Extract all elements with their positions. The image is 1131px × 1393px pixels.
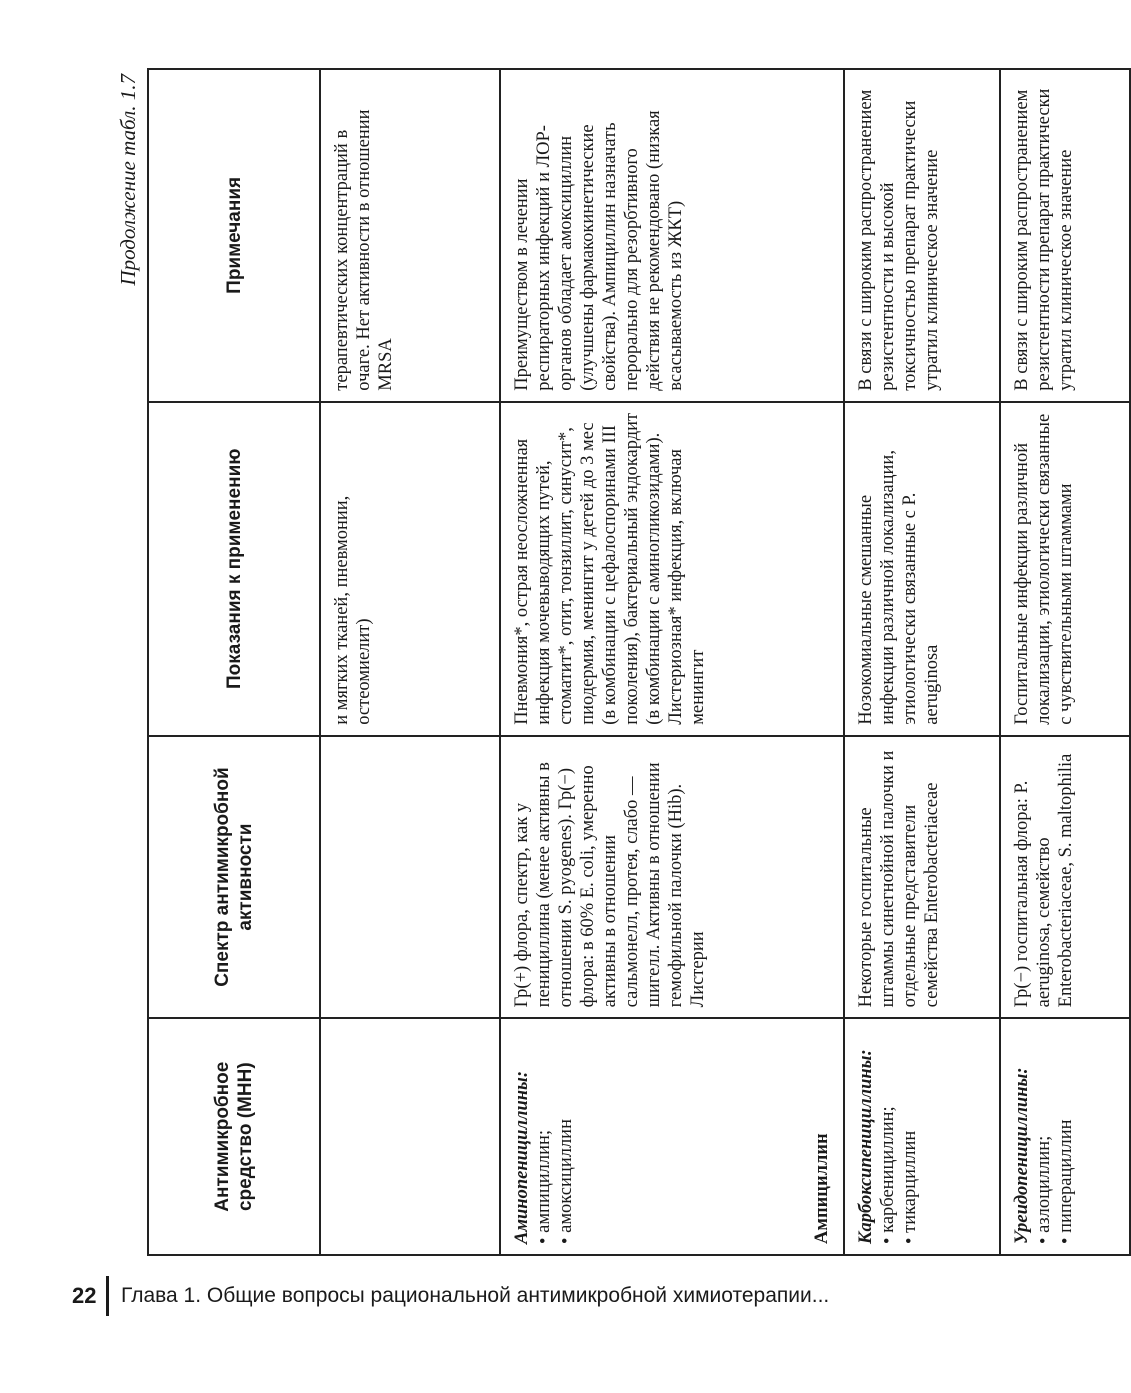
drug-sub-title: Ампициллин xyxy=(812,1133,832,1244)
list-item: • тикарциллин xyxy=(899,1029,921,1244)
list-item: • ампициллин; xyxy=(533,1029,555,1244)
cell-drug xyxy=(844,1018,1000,1255)
cell-spectrum: Гр(+) флора, спектр, как у пенициллина (менее активны в отношении S. pyogenes). Гр(−) флора: в 60% E. coli, умеренно активны в отношении сальмонелл, протея, слабо — шигелл. Активны в отношении гемофильной палочки (Hib). Листерии xyxy=(500,736,844,1019)
cell-notes: Преимуществом в лечении респираторных инфекций и ЛОР-органов обладает амоксициллин (улучшены фармакокинетические свойства). Ампициллин назначать перорально для резорбтивного действия не рекомендовано (низкая всасываемость из ЖКТ) xyxy=(500,69,844,402)
drug-list xyxy=(533,1029,577,1244)
cell-indications: и мягких тканей, пневмонии, остеомиелит) xyxy=(320,402,500,736)
page-number: 22 xyxy=(72,1283,97,1308)
table-row xyxy=(500,69,844,1255)
list-item: • карбенициллин; xyxy=(877,1029,899,1244)
header-drug: Антимикробное средство (МНН) xyxy=(148,1018,320,1255)
drug-list xyxy=(877,1029,921,1244)
drug-group-title: Карбоксипенициллины: xyxy=(856,1049,876,1244)
drug-group-title: Аминопенициллины: xyxy=(512,1070,532,1244)
list-item: • пиперациллин xyxy=(1055,1029,1077,1244)
antimicrobial-table xyxy=(147,68,1131,1256)
table-row xyxy=(844,69,1000,1255)
table-header-row xyxy=(148,69,320,1255)
cell-drug xyxy=(1000,1018,1130,1255)
cell-spectrum xyxy=(320,736,500,1019)
page-footer xyxy=(72,1272,829,1320)
drug-list xyxy=(1033,1029,1077,1244)
table-row xyxy=(1000,69,1130,1255)
cell-spectrum: Некоторые госпитальные штаммы синегнойной палочки и отдельные представители семейства Enterobacteriaceae xyxy=(844,736,1000,1019)
cell-indications: Пневмония*, острая неосложненная инфекция мочевыводящих путей, стоматит*, отит, тонзиллит, синусит*, пиодермия, менингит у детей до 3 мес (в комбинации с цефалоспоринами III поколения), бактериальный эндокардит (в комбинации с аминогликозидами). Листериозная* инфекция, включая менингит xyxy=(500,402,844,736)
chapter-title: Глава 1. Общие вопросы рациональной антимикробной химиотерапии... xyxy=(121,1284,830,1307)
header-spectrum: Спектр антимикробной активности xyxy=(148,736,320,1019)
cell-notes: В связи с широким распространением резистентности препарат практически утратил клиническое значение xyxy=(1000,69,1130,402)
rotated-table-block xyxy=(115,68,1076,1256)
cell-drug xyxy=(320,1018,500,1255)
cell-spectrum: Гр(−) госпитальная флора: P. aeruginosa, семейство Enterobacteriaceae, S. maltophilia xyxy=(1000,736,1130,1019)
list-item: • азлоциллин; xyxy=(1033,1029,1055,1244)
table-row xyxy=(320,69,500,1255)
header-indications: Показания к применению xyxy=(148,402,320,736)
table-caption: Продолжение табл. 1.7 xyxy=(116,74,140,286)
cell-notes: терапевтических концентраций в очаге. Нет активности в отношении MRSA xyxy=(320,69,500,402)
cell-indications: Нозокомиальные смешанные инфекции различной локализации, этиологически связанные с P. aeruginosa xyxy=(844,402,1000,736)
footer-divider xyxy=(106,1276,109,1316)
cell-drug xyxy=(500,1018,844,1255)
cell-indications: Госпитальные инфекции различной локализации, этиологически связанные с чувствительными штаммами xyxy=(1000,402,1130,736)
header-notes: Примечания xyxy=(148,69,320,402)
drug-group-title: Уреидопенициллины: xyxy=(1012,1067,1032,1244)
cell-notes: В связи с широким распространением резистентности и высокой токсичностью препарат практически утратил клиническое значение xyxy=(844,69,1000,402)
list-item: • амоксициллин xyxy=(555,1029,577,1244)
